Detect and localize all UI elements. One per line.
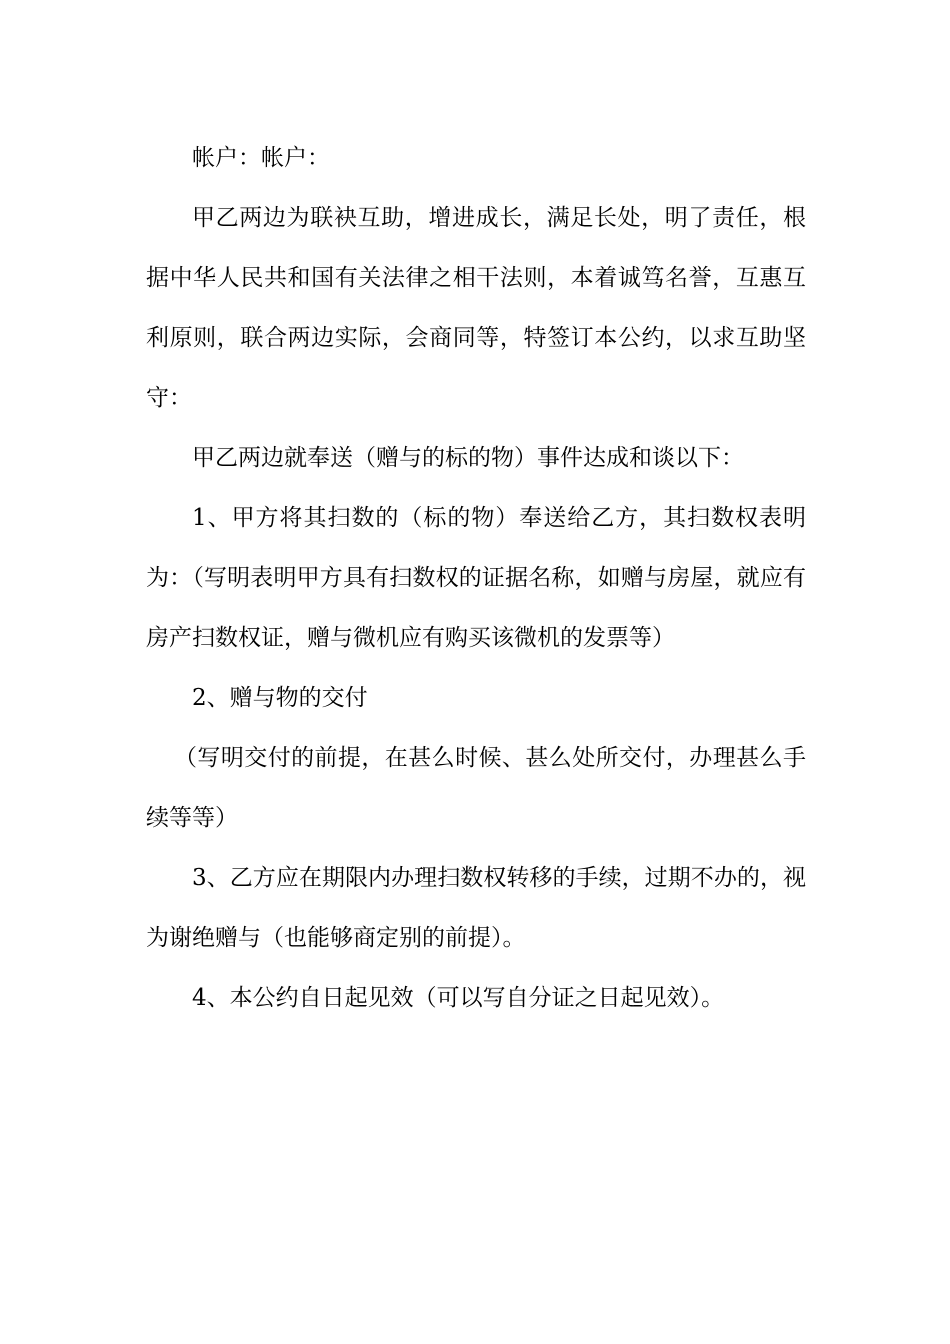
clause-1-paragraph: 1、甲方将其扫数的（标的物）奉送给乙方，其扫数权表明为：（写明表明甲方具有扫数权的证据名称，如赠与房屋，就应有房产扫数权证，赠与微机应有购买该微机的发票等） [146, 505, 806, 651]
agreement-intro-paragraph: 甲乙两边就奉送（赠与的标的物）事件达成和谈以下： [192, 445, 744, 471]
clause-4-paragraph: 4、本公约自日起见效（可以写自分证之日起见效）。 [192, 985, 725, 1011]
document-body [146, 128, 806, 1028]
clause-2-title: 2、赠与物的交付 [192, 685, 368, 711]
preamble-paragraph: 甲乙两边为联袂互助，增进成长，满足长处，明了责任，根据中华人民共和国有关法律之相干法则，本着诚笃名誉，互惠互利原则，联合两边实际，会商同等，特签订本公约，以求互助坚守： [146, 205, 806, 411]
clause-2-note: （写明交付的前提，在甚么时候、甚么处所交付，办理甚么手续等等） [146, 745, 806, 831]
account-line: 帐户：帐户： [192, 145, 330, 171]
clause-3-paragraph: 3、乙方应在期限内办理扫数权转移的手续，过期不办的，视为谢绝赠与（也能够商定别的前提）。 [146, 865, 806, 951]
